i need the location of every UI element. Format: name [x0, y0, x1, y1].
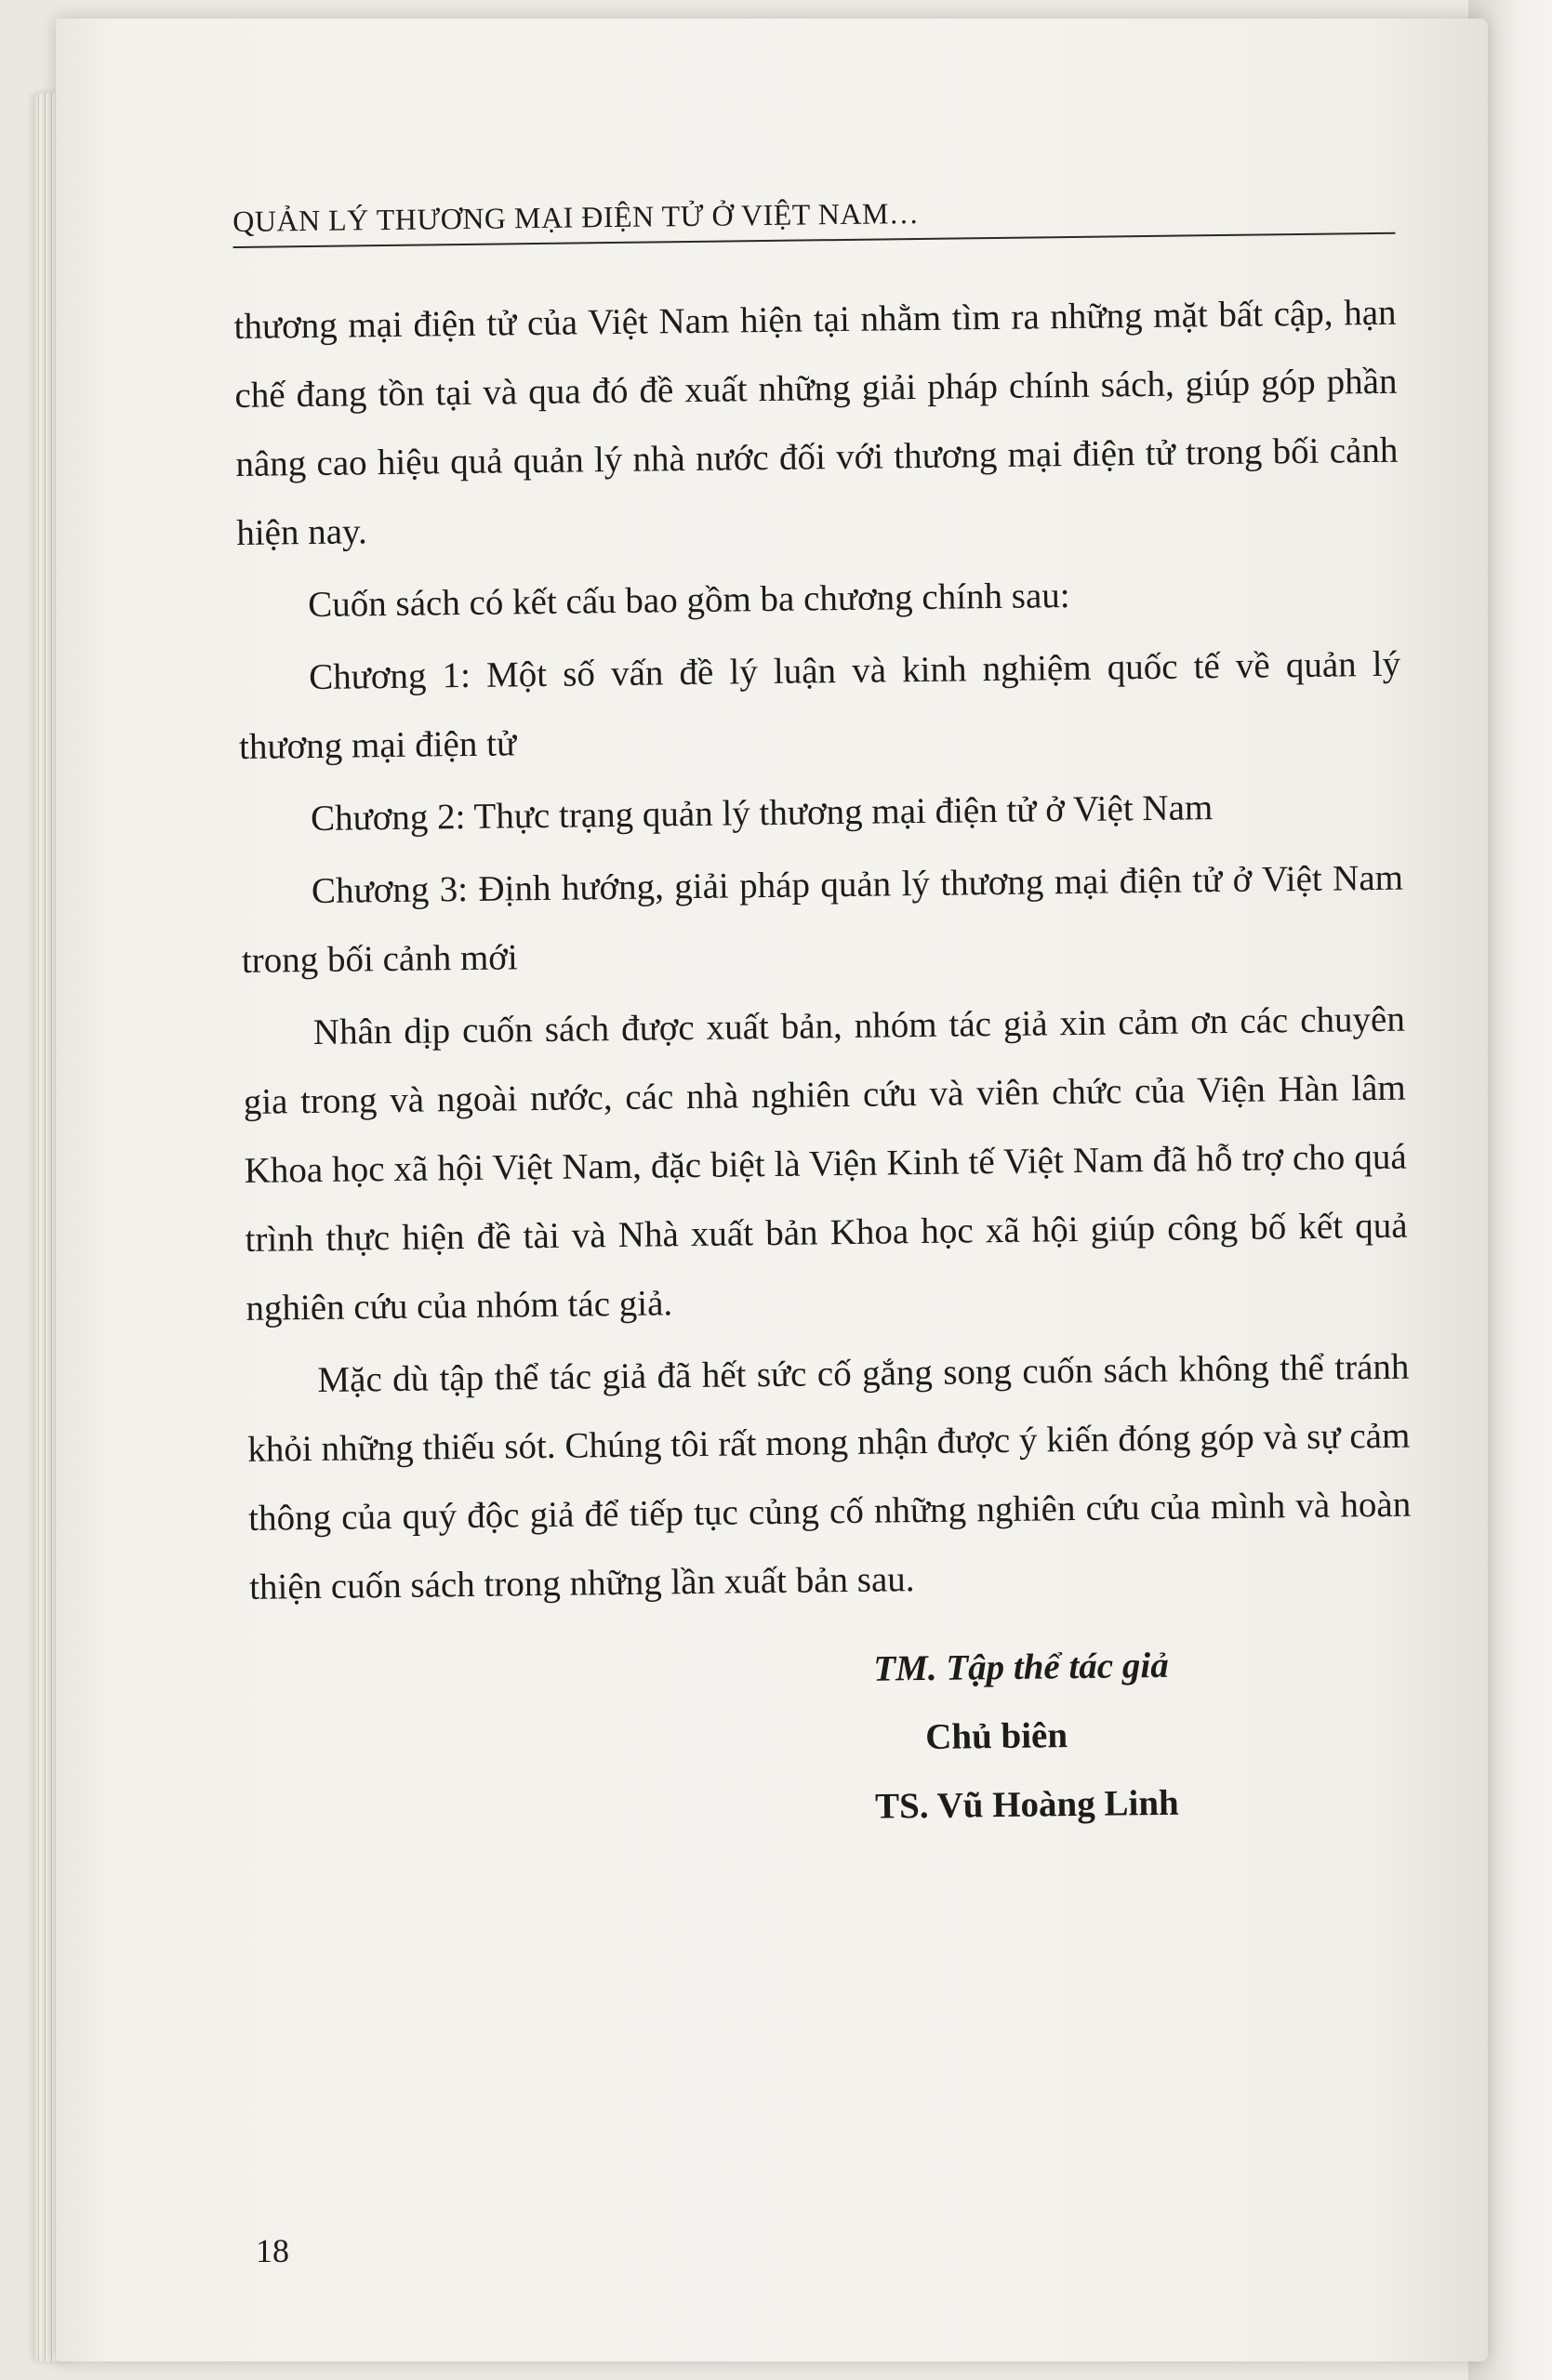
- book-page: [56, 19, 1488, 2361]
- paragraph: Chương 3: Định hướng, giải pháp quản lý thương mại điện tử ở Việt Nam trong bối cảnh mới: [241, 857, 1404, 981]
- paragraph: Chương 1: Một số vấn đề lý luận và kinh nghiệm quốc tế về quản lý thương mại điện tử: [238, 643, 1401, 767]
- body-text: [233, 279, 1412, 1622]
- signature-name: TS. Vũ Hoàng Linh: [874, 1782, 1179, 1827]
- running-header: QUẢN LÝ THƯƠNG MẠI ĐIỆN TỬ Ở VIỆT NAM…: [232, 191, 1395, 248]
- paragraph: Mặc dù tập thể tác giả đã hết sức cố gắng song cuốn sách không thể tránh khỏi những thiếu sót. Chúng tôi rất mong nhận được ý kiến đóng góp và sự cảm thông của quý độc giả để tiếp tục củng cố những nghiên cứu của mình và hoàn thiện cuốn sách trong những lần xuất bản sau.: [247, 1346, 1412, 1607]
- signature-block: [873, 1628, 1480, 1842]
- paragraph: Nhân dịp cuốn sách được xuất bản, nhóm tác giả xin cảm ơn các chuyên gia trong và ngoài nước, các nhà nghiên cứu và viên chức của Viện Hàn lâm Khoa học xã hội Việt Nam, đặc biệt là Viện Kinh tế Việt Nam đã hỗ trợ cho quá trình thực hiện đề tài và Nhà xuất bản Khoa học xã hội giúp công bố kết quả nghiên cứu của nhóm tác giả.: [243, 998, 1408, 1329]
- paragraph: Cuốn sách có kết cấu bao gồm ba chương chính sau:: [308, 575, 1070, 626]
- paragraph: thương mại điện tử của Việt Nam hiện tại nhằm tìm ra những mặt bất cập, hạn chế đang tồn tại và qua đó đề xuất những giải pháp chính sách, giúp góp phần nâng cao hiệu quả quản lý nhà nước đối với thương mại điện tử trong bối cảnh hiện nay.: [233, 292, 1399, 553]
- paragraph: Chương 2: Thực trạng quản lý thương mại điện tử ở Việt Nam: [310, 787, 1214, 840]
- page-number: 18: [256, 2232, 289, 2269]
- signature-role: Chủ biên: [924, 1715, 1068, 1758]
- signature-on-behalf: TM. Tập thể tác giả: [873, 1645, 1169, 1689]
- page-content: [232, 190, 1480, 1849]
